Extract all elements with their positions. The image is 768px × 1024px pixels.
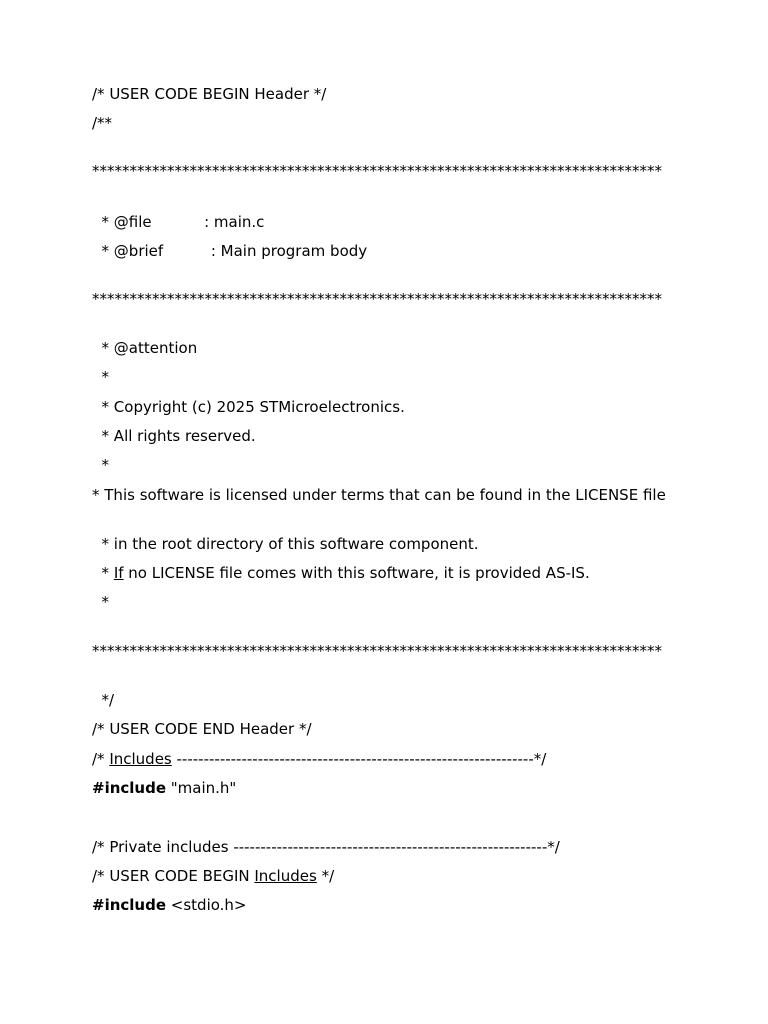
- comment-star-line: *: [92, 593, 110, 611]
- as-is-text: no LICENSE file comes with this software, it is provided AS-IS.: [123, 564, 590, 582]
- include-stdio-h: [92, 895, 692, 915]
- header-end-comment: /* USER CODE END Header */: [92, 720, 312, 738]
- private-includes-comment: /* Private includes ----------------------------------------------------------*/: [92, 838, 560, 856]
- includes-comment-prefix: /*: [92, 750, 110, 768]
- root-directory-line: * in the root directory of this software component.: [92, 535, 479, 553]
- includes-begin-prefix: /* USER CODE BEGIN: [92, 867, 255, 885]
- include-main-h: [92, 778, 692, 798]
- includes-underlined-word: Includes: [109, 750, 172, 768]
- includes-begin-suffix: */: [316, 867, 335, 885]
- doc-comment-close: */: [92, 691, 115, 709]
- comment-star-line: *: [92, 368, 110, 386]
- include-keyword: #include: [92, 779, 167, 797]
- brief-tag-line: * @brief : Main program body: [92, 242, 368, 260]
- include-target: <stdio.h>: [166, 896, 247, 914]
- header-begin-comment: /* USER CODE BEGIN Header */: [92, 85, 327, 103]
- file-tag-line: * @file : main.c: [92, 213, 265, 231]
- doc-comment-open: /**: [92, 114, 113, 132]
- includes-begin-comment: [92, 866, 692, 886]
- includes-underlined-word: Includes: [254, 867, 317, 885]
- license-terms-line: * This software is licensed under terms that can be found in the LICENSE file: [92, 486, 666, 504]
- attention-tag-line: * @attention: [92, 339, 198, 357]
- copyright-line: * Copyright (c) 2025 STMicroelectronics.: [92, 398, 405, 416]
- include-keyword: #include: [92, 896, 167, 914]
- include-target: "main.h": [166, 779, 237, 797]
- as-is-prefix: *: [92, 564, 114, 582]
- includes-section-comment: [92, 749, 692, 769]
- as-is-line: [92, 563, 692, 583]
- star-separator-2: ****************************************************************************: [92, 290, 662, 308]
- star-separator-1: ****************************************************************************: [92, 162, 662, 180]
- includes-comment-dashes: ------------------------------------------------------------------*/: [171, 750, 547, 768]
- star-separator-3: ****************************************************************************: [92, 642, 662, 660]
- rights-line: * All rights reserved.: [92, 427, 256, 445]
- if-underlined-word: If: [113, 564, 124, 582]
- comment-star-line: *: [92, 456, 110, 474]
